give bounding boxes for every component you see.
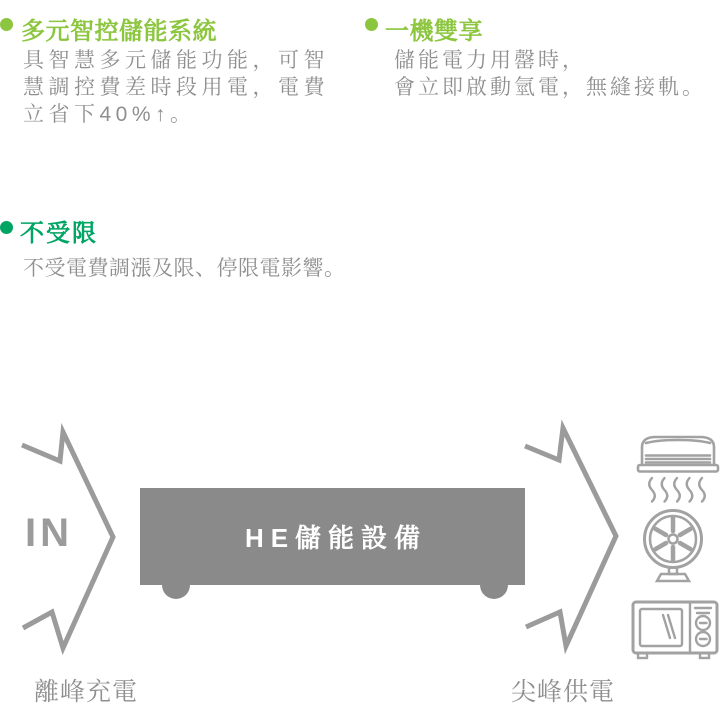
microwave-foot	[638, 653, 647, 658]
out-arrow-shape	[525, 428, 616, 646]
heater-base	[638, 465, 718, 472]
in-label: IN	[25, 511, 73, 555]
feature-body-line: 慧調控費差時段用電，電費	[23, 76, 329, 99]
fan-blade	[655, 543, 666, 549]
fan-blade	[680, 529, 691, 535]
feature-body-line: 儲能電力用罄時，	[394, 49, 586, 72]
fan-blade	[680, 543, 691, 549]
heat-wave	[649, 478, 655, 502]
heat-wave	[687, 478, 693, 502]
feature-body-line: 會立即啟動氫電，無縫接軌。	[394, 76, 706, 99]
feature-body-line: 立省下40%↑。	[23, 103, 196, 126]
heater-icon	[634, 434, 722, 504]
fan-base	[657, 574, 689, 581]
feature-title-multi-smart: 多元智控儲能系統	[21, 18, 217, 45]
feature-body-line: 具智慧多元儲能功能，可智	[23, 49, 329, 72]
fan-blade	[655, 529, 666, 535]
heat-wave	[662, 478, 668, 502]
microwave-door	[640, 609, 682, 646]
feature-title-dual-share: 一機雙享	[385, 18, 483, 45]
microwave-icon	[629, 595, 721, 661]
fan-hub	[669, 535, 678, 544]
feature-title-unlimited: 不受限	[20, 220, 98, 247]
device-label: HE儲能設備	[244, 523, 428, 553]
heat-wave	[699, 478, 705, 502]
heater-top-line	[646, 440, 710, 443]
peak-supply-caption: 尖峰供電	[511, 678, 616, 706]
offpeak-charge-caption: 離峰充電	[34, 678, 139, 706]
fan-icon	[640, 508, 712, 586]
microwave-foot	[700, 653, 709, 658]
heat-wave	[674, 478, 680, 502]
feature-body-line: 不受電費調漲及限、停限電影響。	[23, 257, 346, 280]
